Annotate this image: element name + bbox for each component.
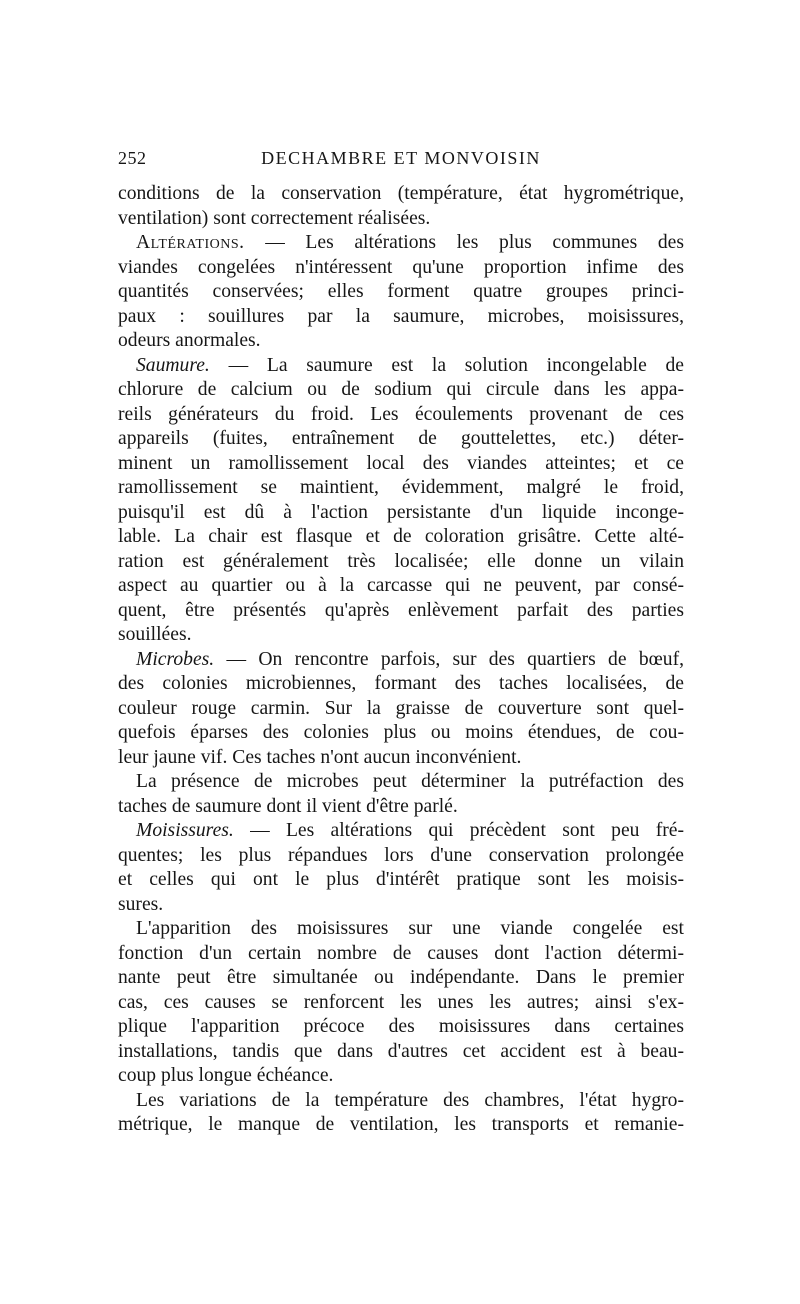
text-line (118, 966, 684, 991)
text-line (118, 819, 684, 844)
line-text: — Les altérations qui précèdent sont peu fré- (233, 820, 684, 841)
text-line (118, 403, 684, 428)
line-text: minent un ramollissement local des viandes atteintes; et ce (118, 452, 684, 474)
line-text: ramollissement se maintient, évidemment, malgré le froid, (118, 477, 684, 498)
text-line (118, 868, 684, 893)
body-text (118, 182, 684, 1138)
line-text: leur jaune vif. Ces taches n'ont aucun inconvénient. (118, 746, 522, 768)
text-line (118, 917, 684, 942)
page-number: 252 (118, 148, 147, 168)
text-line (118, 721, 684, 746)
text-line (118, 280, 684, 305)
text-line (118, 746, 684, 771)
text-line (118, 354, 684, 379)
text-line (118, 207, 684, 232)
line-text: puisqu'il est dû à l'action persistante d'un liquide inconge- (118, 501, 684, 523)
text-line (118, 844, 684, 869)
line-text: viandes congelées n'intéressent qu'une proportion infime des (118, 256, 684, 278)
text-line (118, 182, 684, 207)
line-text: reils générateurs du froid. Les écoulements provenant de ces (118, 403, 684, 425)
text-line (118, 574, 684, 599)
text-line (118, 1015, 684, 1040)
line-text: L'apparition des moisissures sur une viande congelée est (136, 918, 684, 939)
page-header (118, 148, 684, 174)
text-line (118, 1040, 684, 1065)
line-text: sures. (118, 893, 164, 915)
line-text: appareils (fuites, entraînement de gouttelettes, etc.) déter- (118, 428, 684, 449)
line-text: odeurs anormales. (118, 330, 261, 351)
line-text: nante peut être simultanée ou indépendante. Dans le premier (118, 967, 684, 988)
section-heading: Altérations. (136, 232, 245, 253)
line-text: conditions de la conservation (température, état hygrométrique, (118, 183, 684, 204)
text-line (118, 1113, 684, 1138)
text-line (118, 795, 684, 820)
text-line (118, 452, 684, 477)
text-line (118, 427, 684, 452)
text-line (118, 1089, 684, 1114)
line-text: plique l'apparition précoce des moisissures dans certaines (118, 1016, 684, 1037)
line-text: quefois éparses des colonies plus ou moins étendues, de cou- (118, 722, 684, 743)
line-text: chlorure de calcium ou de sodium qui circule dans les appa- (118, 379, 684, 400)
line-text: et celles qui ont le plus d'intérêt pratique sont les moisis- (118, 869, 684, 890)
text-line (118, 476, 684, 501)
line-text: taches de saumure dont il vient d'être parlé. (118, 795, 458, 817)
text-line (118, 550, 684, 575)
line-text: quent, être présentés qu'après enlèvement parfait des parties (118, 599, 684, 621)
text-line (118, 1064, 684, 1089)
text-line (118, 329, 684, 354)
section-heading: Saumure. (136, 354, 210, 376)
text-line (118, 942, 684, 967)
line-text: quantités conservées; elles forment quatre groupes princi- (118, 281, 684, 302)
text-line (118, 231, 684, 256)
text-line (118, 648, 684, 673)
text-line (118, 623, 684, 648)
text-line (118, 378, 684, 403)
line-text: des colonies microbiennes, formant des taches localisées, de (118, 673, 684, 694)
line-text: cas, ces causes se renforcent les unes les autres; ainsi s'ex- (118, 991, 684, 1013)
line-text: ration est généralement très localisée; elle donne un vilain (118, 550, 684, 572)
text-line (118, 770, 684, 795)
line-text: — On rencontre parfois, sur des quartiers de bœuf, (214, 648, 684, 670)
line-text: métrique, le manque de ventilation, les transports et remanie- (118, 1114, 684, 1135)
line-text: — La saumure est la solution incongelable de (209, 354, 684, 376)
text-line (118, 256, 684, 281)
line-text: aspect au quartier ou à la carcasse qui ne peuvent, par consé- (118, 575, 684, 596)
text-line (118, 697, 684, 722)
text-line (118, 305, 684, 330)
line-text: quentes; les plus répandues lors d'une conservation prolongée (118, 844, 684, 866)
text-line (118, 672, 684, 697)
line-text: fonction d'un certain nombre de causes dont l'action détermi- (118, 942, 684, 964)
text-line (118, 501, 684, 526)
line-text: La présence de microbes peut déterminer la putréfaction des (136, 771, 684, 792)
text-line (118, 893, 684, 918)
line-text: lable. La chair est flasque et de coloration grisâtre. Cette alté- (118, 526, 684, 547)
text-line (118, 991, 684, 1016)
text-line (118, 525, 684, 550)
section-heading: Microbes. (136, 648, 215, 670)
line-text: Les variations de la température des chambres, l'état hygro- (136, 1089, 684, 1111)
line-text: souillées. (118, 624, 192, 645)
line-text: ventilation) sont correctement réalisées. (118, 207, 431, 229)
text-line (118, 599, 684, 624)
line-text: coup plus longue échéance. (118, 1065, 334, 1086)
running-head: DECHAMBRE ET MONVOISIN (261, 148, 541, 168)
line-text: — Les altérations les plus communes des (244, 232, 684, 253)
line-text: paux : souillures par la saumure, microbes, moisissures, (118, 305, 684, 327)
line-text: installations, tandis que dans d'autres cet accident est à beau- (118, 1040, 684, 1062)
line-text: couleur rouge carmin. Sur la graisse de couverture sont quel- (118, 697, 684, 719)
section-heading: Moisissures. (136, 820, 234, 841)
